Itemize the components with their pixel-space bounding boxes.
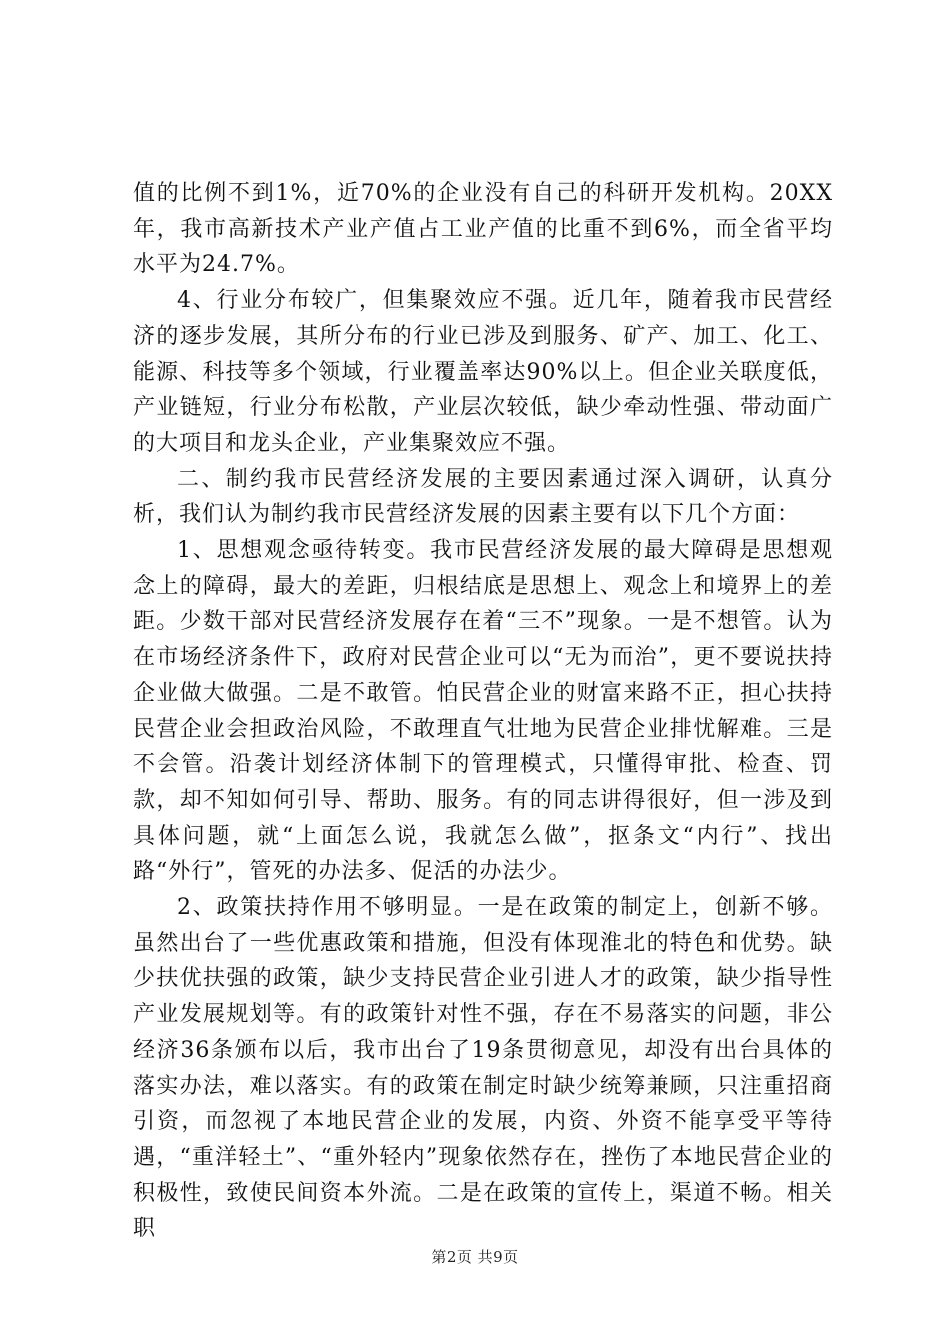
paragraph-2: 4、行业分布较广，但集聚效应不强。近几年，随着我市民营经济的逐步发展，其所分布的行业已涉及到服务、矿产、加工、化工、能源、科技等多个领域，行业覆盖率达90%以上。但企业关联度低，产业链短，行业分布松散，产业层次较低，缺少牵动性强、带动面广的大项目和龙头企业，产业集聚效应不强。 [133, 288, 833, 456]
paragraph-3: 二、制约我市民营经济发展的主要因素通过深入调研，认真分析，我们认为制约我市民营经济发展的因素主要有以下几个方面： [133, 466, 833, 528]
document-body [133, 176, 833, 1247]
paragraph-5: 2、政策扶持作用不够明显。一是在政策的制定上，创新不够。虽然出台了一些优惠政策和措施，但没有体现淮北的特色和优势。缺少扶优扶强的政策，缺少支持民营企业引进人才的政策，缺少指导性产业发展规划等。有的政策针对性不强，存在不易落实的问题，非公经济36条颁布以后，我市出台了19条贯彻意见，却没有出台具体的落实办法，难以落实。有的政策在制定时缺少统筹兼顾，只注重招商引资，而忽视了本地民营企业的发展，内资、外资不能享受平等待遇，“重洋轻土”、“重外轻内”现象依然存在，挫伤了本地民营企业的积极性，致使民间资本外流。二是在政策的宣传上，渠道不畅。相关职 [133, 895, 833, 1242]
paragraph-1: 值的比例不到1%，近70%的企业没有自己的科研开发机构。20XX年，我市高新技术产业产值占工业产值的比重不到6%，而全省平均水平为24.7%。 [133, 181, 833, 278]
page-number-footer: 第2页 共9页 [431, 1248, 519, 1266]
paragraph-4: 1、思想观念亟待转变。我市民营经济发展的最大障碍是思想观念上的障碍，最大的差距，归根结底是思想上、观念上和境界上的差距。少数干部对民营经济发展存在着“三不”现象。一是不想管。认为在市场经济条件下，政府对民营企业可以“无为而治”，更不要说扶持企业做大做强。二是不敢管。怕民营企业的财富来路不正，担心扶持民营企业会担政治风险，不敢理直气壮地为民营企业排忧解难。三是不会管。沿袭计划经济体制下的管理模式，只懂得审批、检查、罚款，却不知如何引导、帮助、服务。有的同志讲得很好，但一涉及到具体问题，就“上面怎么说，我就怎么做”，抠条文“内行”、找出路“外行”，管死的办法多、促活的办法少。 [133, 538, 833, 885]
